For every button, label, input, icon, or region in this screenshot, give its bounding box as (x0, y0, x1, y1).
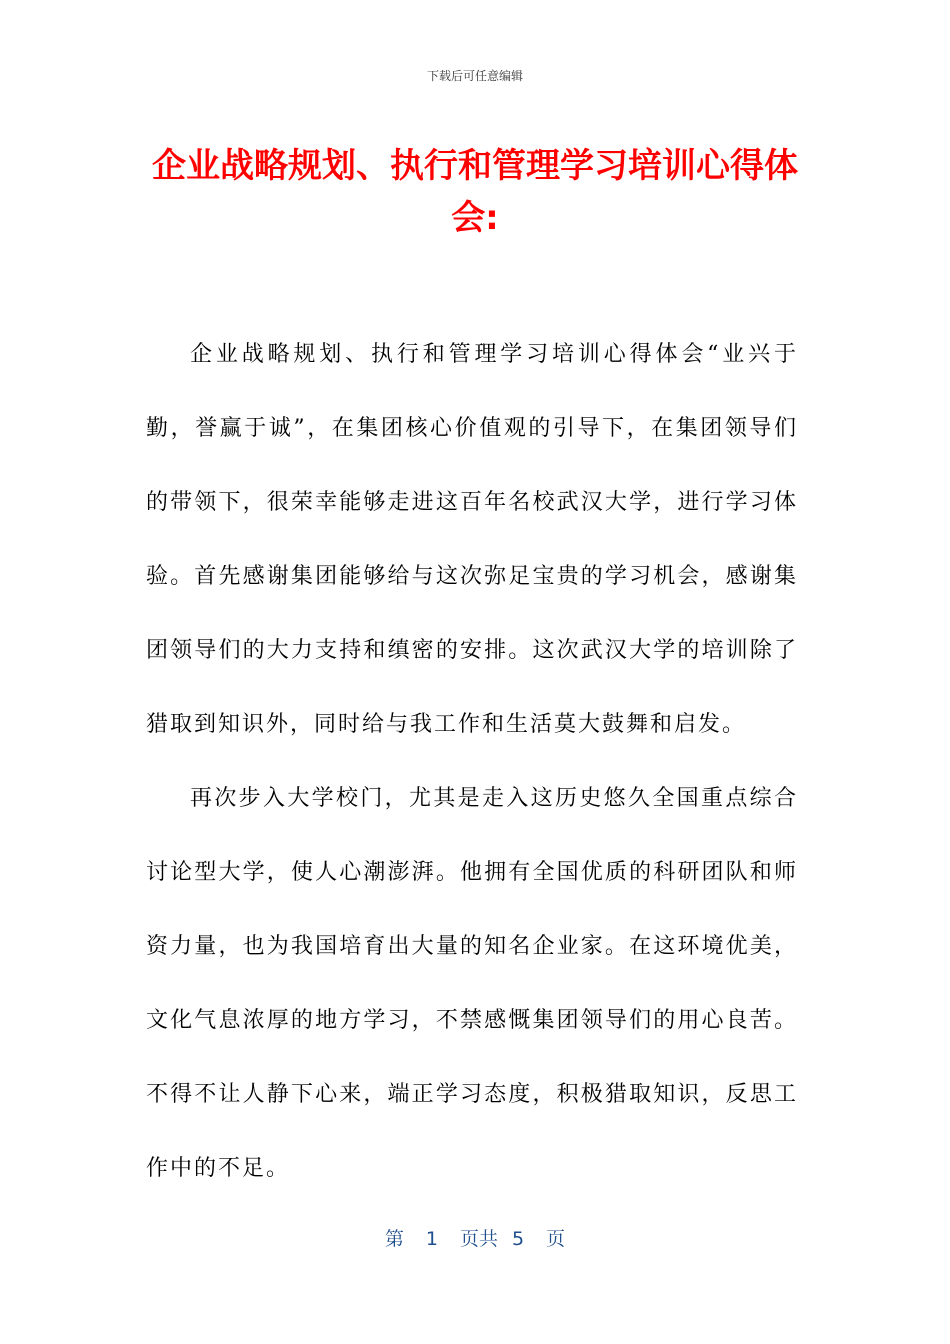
document-body (146, 318, 798, 1206)
page-footer (0, 1226, 950, 1252)
document-title: 企业战略规划、执行和管理学习培训心得体会: (152, 146, 798, 238)
paragraph-2: 再次步入大学校门，尤其是走入这历史悠久全国重点综合讨论型大学，使人心潮澎湃。他拥有全国优质的科研团队和师资力量，也为我国培育出大量的知名企业家。在这环境优美，文化气息浓厚的地方学习，不禁感慨集团领导们的用心良苦。不得不让人静下心来，端正学习态度，积极猎取知识，反思工作中的不足。 (146, 786, 798, 1181)
footer-label-of: 页共 (459, 1228, 498, 1250)
footer-label-end: 页 (546, 1228, 566, 1250)
footer-total-pages: 5 (512, 1228, 525, 1250)
paragraph-1: 企业战略规划、执行和管理学习培训心得体会“业兴于勤，誉赢于诚”，在集团核心价值观的引导下，在集团领导们的带领下，很荣幸能够走进这百年名校武汉大学，进行学习体验。首先感谢集团能够给与这次弥足宝贵的学习机会，感谢集团领导们的大力支持和缜密的安排。这次武汉大学的培训除了猎取到知识外，同时给与我工作和生活莫大鼓舞和启发。 (146, 342, 798, 737)
footer-current-page: 1 (425, 1228, 438, 1250)
footer-label-page: 第 (384, 1228, 404, 1250)
header-note: 下载后可任意编辑 (426, 69, 523, 83)
